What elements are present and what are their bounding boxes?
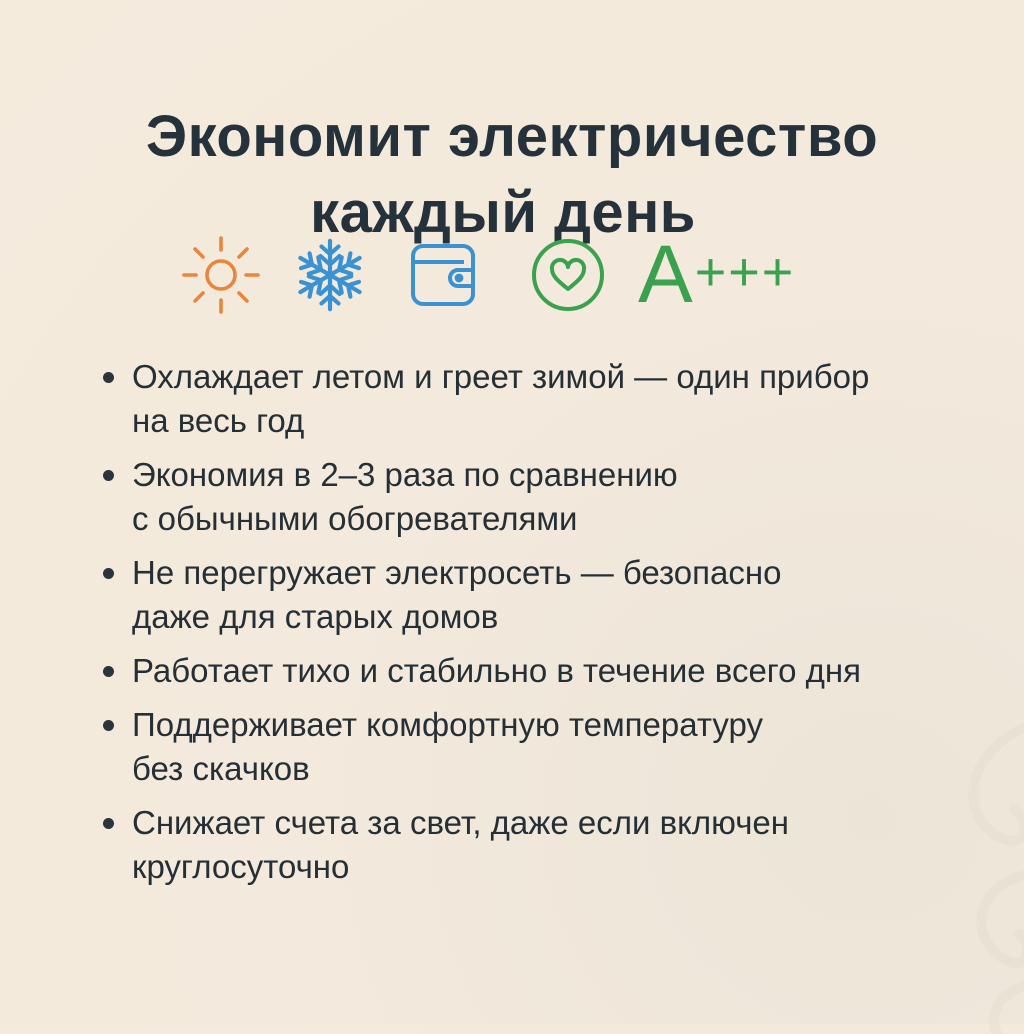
list-item [100,703,960,791]
benefit-text-line: на весь год [132,402,305,439]
list-item [100,551,960,639]
benefit-text-line: Не перегружает электросеть — безопасно [132,554,782,591]
bullet-dot [103,568,114,579]
benefit-text-line: Поддерживает комфортную температуру [132,706,763,743]
energy-class-plus: +++ [694,242,796,302]
heart-circle-icon [528,235,608,315]
energy-class-letter: A [638,229,693,320]
title-line-1: Экономит электричество [145,103,879,169]
benefit-text-line: с обычными обогревателями [132,500,578,537]
decorative-swirl-pattern [884,704,1024,1034]
bullet-dot [103,720,114,731]
benefit-text-line: Охлаждает летом и греет зимой — один прибор [132,358,870,395]
page-title [0,99,1024,251]
benefit-text-line: даже для старых домов [132,598,499,635]
benefit-text-line: Работает тихо и стабильно в течение всего дня [132,652,861,689]
list-item [100,801,960,889]
benefit-text-line: круглосуточно [132,848,350,885]
bullet-dot [103,818,114,829]
list-item [100,453,960,541]
bullet-dot [103,666,114,677]
benefit-text-line: Экономия в 2–3 раза по сравнению [132,456,678,493]
title-line-2: каждый день [310,179,696,245]
energy-class-rating [638,229,796,320]
snowflake-icon [292,235,368,315]
benefit-text-line: Снижает счета за свет, даже если включен [132,804,789,841]
bullet-dot [103,372,114,383]
bullet-dot [103,470,114,481]
feature-icons-row [178,229,796,320]
sun-icon [178,232,264,318]
wallet-icon [408,240,480,310]
list-item [100,355,960,443]
benefit-text-line: без скачков [132,750,310,787]
list-item [100,649,960,693]
benefits-list [100,355,960,899]
